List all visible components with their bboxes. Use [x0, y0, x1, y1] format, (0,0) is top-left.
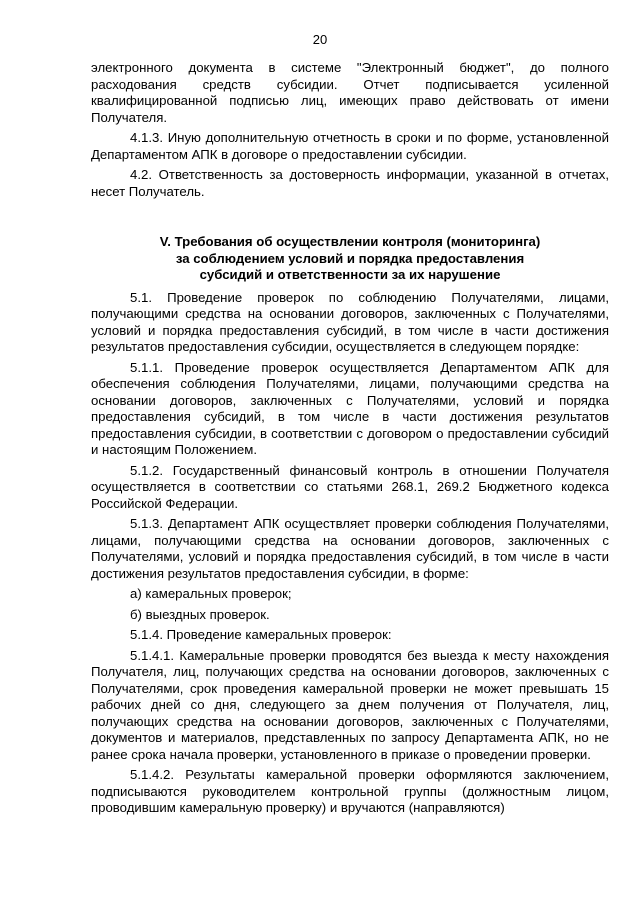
paragraph-continuation: электронного документа в системе "Электронный бюджет", до полного расходования средств субсидии. Отчет подписывается усиленной квалифицированной подписью лиц, имеющих право действовать от имени Получателя.: [91, 60, 609, 125]
list-item-a: а) камеральных проверок;: [130, 586, 292, 601]
paragraph-5-1-4-2: 5.1.4.2. Результаты камеральной проверки оформляются заключением, подписываются руководителем контрольной группы (должностным лицом, проводившим камеральную проверку) и вручаются (направляются): [91, 767, 609, 815]
paragraph-5-1-3: 5.1.3. Департамент АПК осуществляет проверки соблюдения Получателями, лицами, получающими средства на основании договоров, заключенных с Получателями, условий и порядка предоставления субсидий, в том числе в части достижения результатов предоставления субсидии, в форме:: [91, 516, 609, 581]
paragraph-5-1-4-1: 5.1.4.1. Камеральные проверки проводятся без выезда к месту нахождения Получателя, лиц, получающих средства на основании договоров, заключенных с Получателями, срок проведения камеральной проверки не может превышать 15 рабочих дней со дня, следующего за днем получения от Получателя, лиц, получающих средства на основании договоров, заключенных с Получателями, документов и материалов, представленных по запросу Департамента АПК, но не ранее срока начала проверки, установленного в приказе о проведении проверки.: [91, 647, 609, 762]
paragraph-5-1-1: 5.1.1. Проведение проверок осуществляется Департаментом АПК для обеспечения соблюдения Получателями, лицами, получающими средства на основании договоров, заключенных с Получателями, условий и порядка предоставления субсидий, в том числе в части достижения результатов предоставления субсидии, в соответствии с договором о предоставлении субсидий и настоящим Положением.: [91, 359, 609, 457]
paragraph-4-2: 4.2. Ответственность за достоверность информации, указанной в отчетах, несет Получатель.: [91, 167, 609, 199]
paragraph-4-1-3: 4.1.3. Иную дополнительную отчетность в сроки и по форме, установленной Департаментом АПК в договоре о предоставлении субсидии.: [91, 130, 609, 162]
paragraph-5-1-2: 5.1.2. Государственный финансовый контроль в отношении Получателя осуществляется в соответствии со статьями 268.1, 269.2 Бюджетного кодекса Российской Федерации.: [91, 462, 609, 511]
page-number: 20: [312, 32, 328, 47]
section-heading: [91, 234, 609, 284]
section-heading-line-3: субсидий и ответственности за их нарушение: [199, 267, 501, 282]
section-heading-line-1: V. Требования об осуществлении контроля (мониторинга): [159, 234, 541, 249]
paragraph-5-1: 5.1. Проведение проверок по соблюдению Получателями, лицами, получающими средства на основании договоров, заключенных с Получателями, условий и порядка предоставления субсидий, в том числе в части достижения результатов предоставления субсидии, осуществляется в следующем порядке:: [91, 289, 609, 354]
section-heading-line-2: за соблюдением условий и порядка предоставления: [175, 250, 525, 266]
document-body: [91, 60, 609, 821]
paragraph-5-1-4: 5.1.4. Проведение камеральных проверок:: [130, 627, 392, 642]
list-item-b: б) выездных проверок.: [130, 606, 270, 622]
